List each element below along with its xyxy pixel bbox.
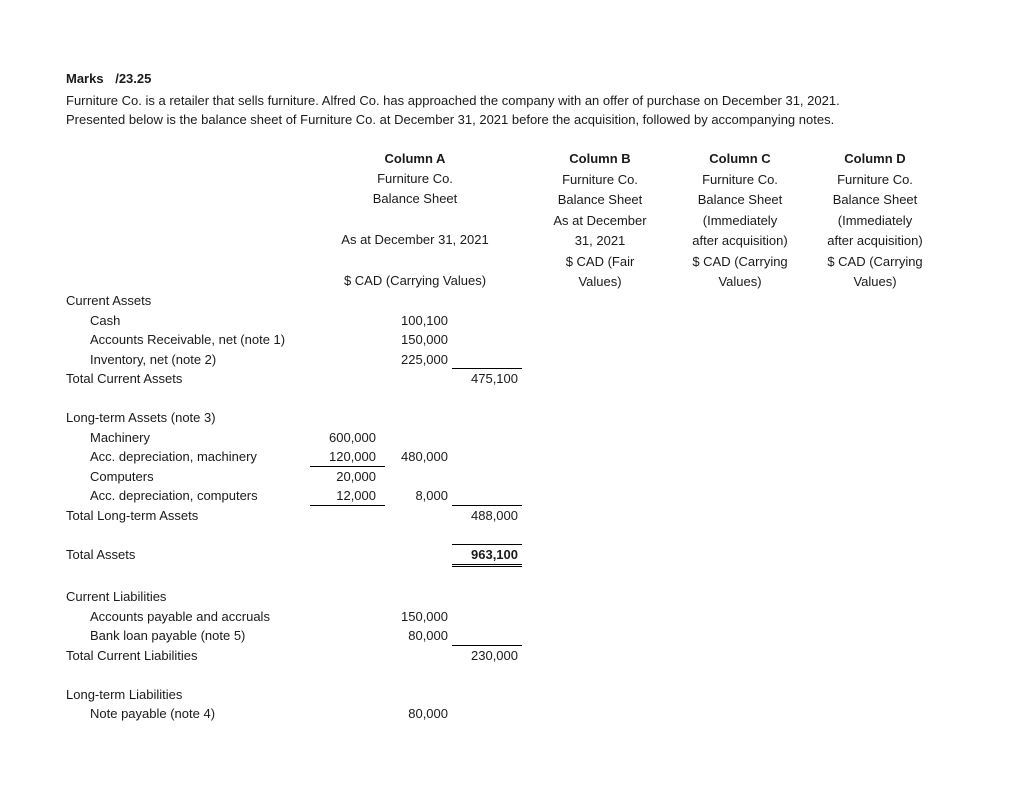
column-d-basis-2: Values) [853, 274, 897, 289]
column-c-header [675, 149, 805, 293]
total-assets-double-rule [452, 564, 522, 567]
column-a-company: Furniture Co. [377, 171, 453, 186]
column-d-company: Furniture Co. [837, 171, 913, 187]
column-c-timing-1: (Immediately [702, 212, 778, 228]
column-b-date-2: 31, 2021 [574, 233, 626, 248]
ar-label: Accounts Receivable, net (note 1) [90, 332, 286, 347]
column-c-basis-1: $ CAD (Carrying [692, 253, 788, 269]
ar-value: 150,000 [401, 332, 448, 347]
current-assets-heading: Current Assets [66, 293, 152, 308]
inventory-label: Inventory, net (note 2) [90, 352, 217, 367]
marks-line [66, 71, 151, 87]
machinery-value: 600,000 [329, 430, 376, 445]
column-d-title: Column D [844, 151, 906, 166]
cash-value: 100,100 [401, 313, 448, 328]
column-a-basis: $ CAD (Carrying Values) [343, 273, 487, 288]
column-d-timing-2: after acquisition) [827, 233, 923, 248]
inventory-value: 225,000 [401, 352, 448, 367]
machinery-rule [310, 466, 385, 467]
column-c-title: Column C [709, 151, 771, 166]
note-payable-label: Note payable (note 4) [90, 706, 216, 721]
intro-line-2: Presented below is the balance sheet of Furniture Co. at December 31, 2021 before the acquisition, followed by accompanying notes. [66, 112, 835, 127]
computers-label: Computers [90, 469, 154, 484]
acc-dep-machinery-value: 120,000 [329, 449, 376, 464]
column-b-basis-2: Values) [578, 274, 622, 289]
total-current-assets-value: 475,100 [471, 371, 518, 386]
column-b-company: Furniture Co. [562, 171, 638, 187]
total-assets-label: Total Assets [66, 547, 136, 562]
ap-label: Accounts payable and accruals [90, 609, 270, 624]
total-current-liabilities-value: 230,000 [471, 648, 518, 663]
total-long-term-assets-rule [452, 505, 522, 506]
column-b-date-1: As at December [553, 212, 647, 228]
total-assets-value: 963,100 [471, 547, 518, 562]
ap-value: 150,000 [401, 609, 448, 624]
bank-loan-value: 80,000 [408, 628, 448, 643]
total-current-liabilities-rule [452, 645, 522, 646]
column-b-header [540, 149, 660, 293]
column-d-statement: Balance Sheet [832, 192, 918, 207]
total-assets-top-rule [452, 544, 522, 545]
column-a-statement: Balance Sheet [372, 191, 458, 206]
acc-dep-computers-label: Acc. depreciation, computers [90, 488, 258, 503]
acc-dep-computers-value: 12,000 [336, 488, 376, 503]
note-payable-value: 80,000 [408, 706, 448, 721]
total-long-term-assets-value: 488,000 [471, 508, 518, 523]
total-long-term-assets-label: Total Long-term Assets [66, 508, 199, 523]
intro-line-1: Furniture Co. is a retailer that sells furniture. Alfred Co. has approached the company with an offer of purchase on December 31, 2021. [66, 93, 840, 108]
computers-value: 20,000 [336, 469, 376, 484]
column-c-company: Furniture Co. [702, 171, 778, 187]
column-a-date: As at December 31, 2021 [341, 232, 489, 247]
long-term-assets-heading: Long-term Assets (note 3) [66, 410, 216, 425]
machinery-net-value: 480,000 [401, 449, 448, 464]
total-current-liabilities-label: Total Current Liabilities [66, 648, 198, 663]
marks-value: /23.25 [115, 71, 152, 86]
column-d-timing-1: (Immediately [837, 212, 913, 228]
current-liabilities-heading: Current Liabilities [66, 589, 167, 604]
cash-label: Cash [90, 313, 121, 328]
column-c-basis-2: Values) [718, 274, 762, 289]
column-a-title: Column A [384, 151, 446, 166]
column-c-statement: Balance Sheet [697, 192, 783, 207]
total-current-assets-rule [452, 368, 522, 369]
column-b-basis-1: $ CAD (Fair [565, 253, 635, 269]
column-c-timing-2: after acquisition) [692, 233, 788, 248]
computers-rule [310, 505, 385, 506]
column-a-header [330, 149, 500, 209]
column-b-statement: Balance Sheet [557, 192, 643, 207]
machinery-label: Machinery [90, 430, 150, 445]
computers-net-value: 8,000 [415, 488, 448, 503]
total-current-assets-label: Total Current Assets [66, 371, 183, 386]
column-b-title: Column B [569, 151, 631, 166]
acc-dep-machinery-label: Acc. depreciation, machinery [90, 449, 257, 464]
column-d-header [810, 149, 940, 293]
column-d-basis-1: $ CAD (Carrying [827, 253, 923, 269]
long-term-liabilities-heading: Long-term Liabilities [66, 687, 183, 702]
bank-loan-label: Bank loan payable (note 5) [90, 628, 246, 643]
marks-label: Marks [66, 71, 104, 86]
